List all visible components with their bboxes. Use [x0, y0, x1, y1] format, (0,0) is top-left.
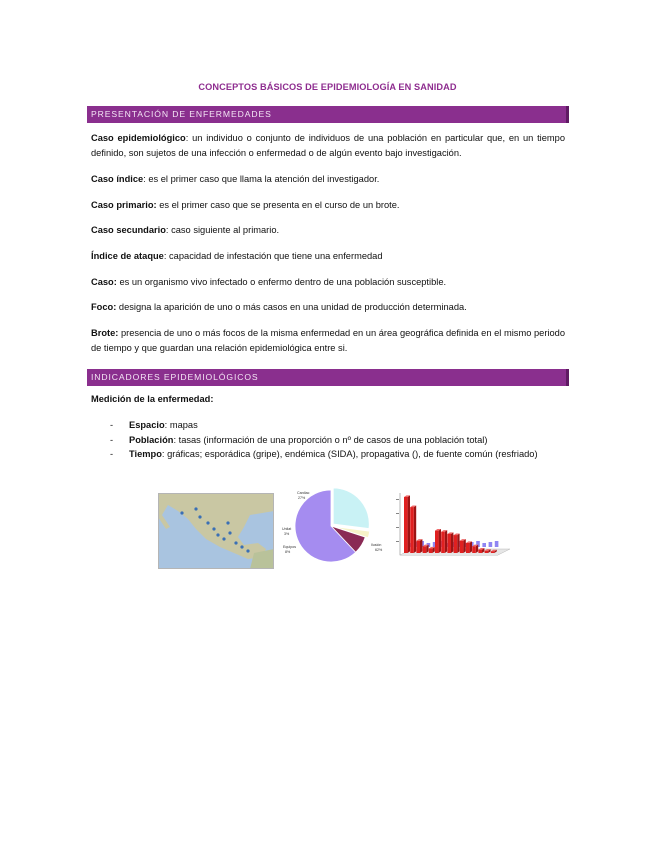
bar-front-5 [429, 549, 433, 553]
definition-caso-indice: Caso índice: es el primer caso que llama la atención del investigador. [91, 174, 380, 184]
definition-term: Índice de ataque [91, 251, 164, 261]
bar-back-15 [495, 541, 499, 547]
bar-side-1 [408, 495, 410, 553]
definition-brote [91, 326, 565, 355]
pie-slices [295, 488, 370, 562]
definition-caso-primario [91, 198, 565, 213]
bar-back-14 [489, 542, 493, 547]
list-item: - Espacio: mapas [91, 418, 565, 433]
definition-caso-epidemiologico: Caso epidemiológico: un individuo o conjunto de individuos de una población en particular que, en un tiempo definido, son sujetos de una infección o enfermedad o de algún evento bajo investigación. [91, 133, 565, 158]
section-header-presentacion: PRESENTACIÓN DE ENFERMEDADES [87, 106, 569, 123]
bar-front-11 [466, 543, 470, 553]
bar-front-2 [410, 507, 414, 553]
definition-foco [91, 300, 565, 315]
definition-term: Caso epidemiológico [91, 133, 186, 143]
definition-text: designa la aparición de uno o más casos en una unidad de producción determinada. [118, 302, 467, 312]
bar-front-14 [485, 551, 489, 553]
pie-pct-cardiac: 27% [298, 496, 306, 500]
definition-text: un individuo o conjunto de individuos de una población en particular que, en un tiempo definido, son sujetos de una infección o enfermedad o de algún evento bajo investigación. [91, 133, 565, 158]
bullet-dash: - [110, 449, 114, 459]
definition-term: Brote: [91, 328, 119, 338]
pie-slice-1 [333, 488, 369, 529]
bar-side-10 [463, 539, 465, 553]
bullet-dash: - [110, 420, 114, 430]
pie-pct-equipos: 8% [285, 550, 291, 554]
definition-caso [91, 275, 565, 290]
pie-label-ilusion: Ilusión [371, 543, 382, 547]
bar-side-7 [445, 530, 447, 553]
bar-front-8 [447, 534, 451, 553]
section-header-indicadores: INDICADORES EPIDEMIOLÓGICOS [87, 369, 569, 386]
definition-text: es el primer caso que llama la atención del investigador. [148, 174, 380, 184]
pie-pct-unilat: 3% [284, 532, 290, 536]
subheading-medicion: Medición de la enfermedad: [91, 394, 214, 404]
list-item: - Población: tasas (información de una proporción o nº de casos de una población total) [91, 433, 565, 448]
bar-side-9 [457, 533, 459, 553]
bar-side-6 [439, 529, 441, 553]
definition-text: capacidad de infestación que tiene una enfermedad [169, 251, 383, 261]
bullet-list [91, 418, 565, 462]
document-title: CONCEPTOS BÁSICOS DE EPIDEMIOLOGÍA EN SANIDAD [198, 82, 457, 92]
definition-text: es el primer caso que se presenta en el curso de un brote. [159, 200, 400, 210]
definition-text: caso siguiente al primario. [171, 225, 280, 235]
definition-term: Caso primario: [91, 200, 157, 210]
definition-indice-ataque: Índice de ataque: capacidad de infestación que tiene una enfermedad [91, 251, 383, 261]
bar-front-12 [472, 546, 476, 553]
bar-front-4 [423, 546, 427, 553]
bar-front-3 [416, 541, 420, 553]
pie-chart-image [279, 486, 389, 568]
bar-front-6 [435, 531, 439, 553]
pie-label-equipos: Equipos [283, 545, 296, 549]
definition-term: Caso: [91, 277, 117, 287]
pie-label-cardiac: Cardiac [297, 491, 310, 495]
bar-front-15 [491, 551, 495, 553]
definition-text: presencia de uno o más focos de la misma enfermedad en un área geográfica definida en el mismo periodo de tiempo y que guardan una relación epidemiológica entre si. [91, 328, 565, 353]
list-item: - Tiempo: gráficas; esporádica (gripe), endémica (SIDA), propagativa (), de fuente común (resfriado) [91, 447, 565, 462]
bar-back-13 [482, 543, 486, 547]
bar-side-8 [451, 532, 453, 553]
bar-side-11 [470, 541, 472, 553]
pie-label-unilat: Unilat [282, 527, 292, 531]
definition-text: es un organismo vivo infectado o enfermo dentro de una población susceptible. [119, 277, 447, 287]
definition-term: Foco: [91, 302, 117, 312]
definition-term: Caso secundario [91, 225, 166, 235]
definition-term: Caso índice [91, 174, 144, 184]
bar-side-3 [420, 539, 422, 553]
bar-chart-3d-image [394, 489, 518, 567]
mexico-map-image [158, 493, 274, 569]
bar-front-7 [441, 532, 445, 553]
bar-front-10 [460, 541, 464, 553]
bar-front-13 [478, 550, 482, 553]
definition-caso-secundario: Caso secundario: caso siguiente al primario. [91, 225, 280, 235]
pie-pct-ilusion: 62% [375, 548, 383, 552]
bullet-dash: - [110, 434, 114, 445]
bar-front-9 [454, 535, 458, 553]
bar-front-1 [404, 497, 408, 553]
bar-side-2 [414, 505, 416, 553]
